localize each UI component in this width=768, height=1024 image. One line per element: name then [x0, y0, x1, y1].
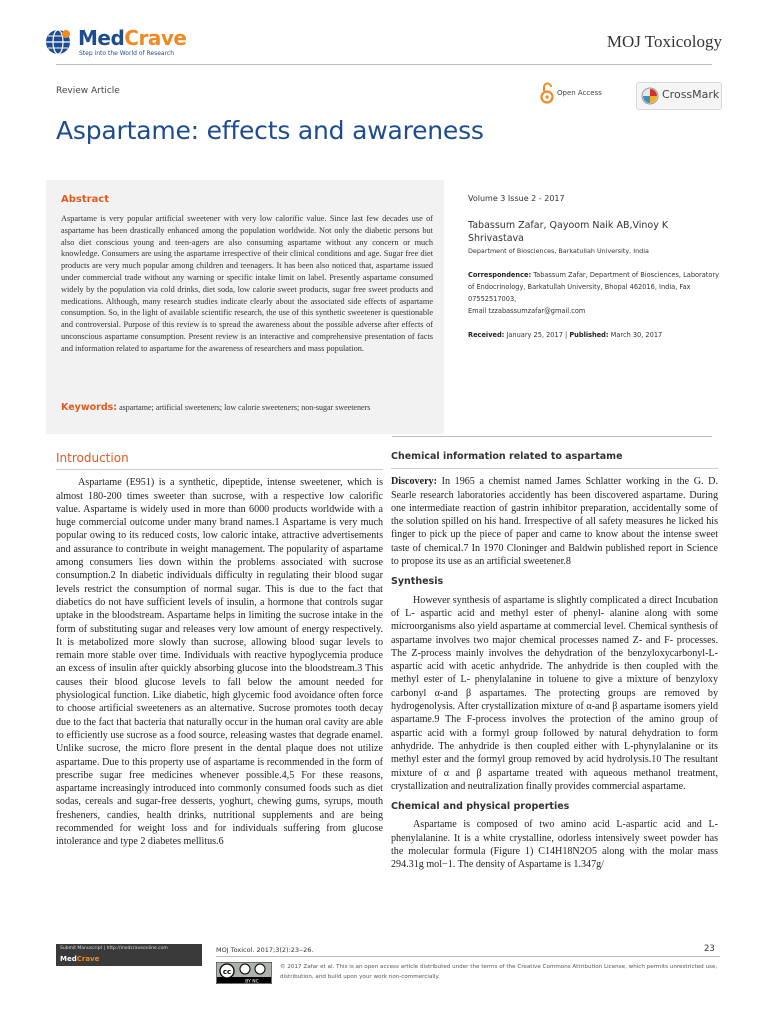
heading-underline: [391, 468, 718, 469]
brand-tagline: Step into the World of Research: [79, 50, 175, 57]
published-date: March 30, 2017: [610, 331, 663, 339]
footer-brand: [60, 955, 99, 963]
discovery-text: In 1965 a chemist named James Schlatter working in the G. D. Searle research laboratories accidently has been discovered aspartame. During one intermediate reaction of gastrin inhibitor preparation, accidentally some of the solution spilled on his hand. Irrespective of all safety measures he licked his finger to pick up the piece of paper and came to know about the intense sweet taste of chemical.7 In 1970 Cloninger and Baldwin published report in Science to propose its use as an artificial sweetener.8: [391, 476, 718, 568]
abstract-heading: Abstract: [61, 194, 110, 205]
submit-manuscript-banner[interactable]: [56, 944, 202, 966]
author-list: Tabassum Zafar, Qayoom Naik AB,Vinoy K Shrivastava: [468, 220, 669, 244]
correspondence-text: Tabassum Zafar, Department of Biosciences, Laboratory of Endocrinology, Barkatullah University, Bhopal 462016, India, Fax 07552517003,: [468, 271, 720, 303]
introduction-text: Aspartame (E951) is a synthetic, dipeptide, intense sweetener, which is almost 180-200 times sweeter than sucrose, with a respective low calorific value. Aspartame is widely used in more than 6000 products worldwide with a huge commercial outcome under many brand names.1 Aspartame is very much popular owing to its reduced costs, low caloric intake, attractive advertisements and assurance to contribute in weight management. The popularity of aspartame among consumers lies down within the problems associated with sucrose consumption.2 In diabetic individuals difficulty in regulating their blood sugar levels restrict the consumption of normal sugar. This is due to the fact that diabetics do not have sufficient levels of insulin, a hormone that controls sugar uptake in the bloodstream. Aspartame helps in limiting the sucrose intake in the form of substituting sugar and releases very low amount of energy respectively. It is metabolized more slowly than sucrose, allowing blood sugar levels to remain more stable over time. Individuals with reactive hypoglycemia produce an excess of insulin after quickly absorbing glucose into the bloodstream.3 This causes their blood glucose levels to fall below the amount needed for physiological function. Like diabetic, high glycemic food avoidance often force to choose artificial sweeteners as an alternative. Sucrose promotes tooth decay due to the fact that bacteria that naturally occur in the human oral cavity are able to efficiently use sucrose as a food source, releasing wastes that degrade enamel. Unlike sucrose, the micro flore present in the dental plaque does not utilize aspartame. Due to this property use of aspartame is recommended in the form of prescribe sugar free medicines whenever possible.4,5 For these reasons, aspartame increasingly introduced into commonly consumed foods such as diet sodas, cereals and sugar-free desserts, yoghurt, chewing gums, syrups, mouth fresheners, candies, health drinks, nutritional supplements and are being recommended for weight loss and for individuals suffering from glucose intolerance and type 2 diabetes mellitus.6: [56, 477, 383, 848]
synthesis-text: However synthesis of aspartame is slightly complicated a direct Incubation of L- aspartic acid and methyl ester of phenyl- alanine along with some microorganisms also yield aspartame at commercial level. Chemical synthesis of aspartame involves two major chemical processes named Z- and F- processes. The Z-process mainly involves the dehydration of the benzyloxycarbonyl-L-aspartic acid with acetic anhydride. The anhydride is then coupled with the methyl ester of L- phenylalanine in toluene to give a mixture of benzyloxy carbonyl α-and β aspartames. The protecting groups are removed by hydrogenolysis. After crystallization mixture of α-and β aspartame isomers yield aspartame.9 The F-process involves the protection of the amino group of aspartic acid with a formyl group followed by natural dehydration to form anhydride. The anhydride is then coupled either with L-phynylalanine or its methyl ester and the formyl group removed by acid hydrolysis.10 The resultant mixture of α and β aspartame treated with aqueous methanol treatment, crystallization and neutralization finally provides commercial aspartame.: [391, 594, 718, 792]
page-number: 23: [704, 944, 715, 954]
citation: MOJ Toxicol. 2017;3(2):23‒26.: [216, 946, 314, 954]
article-type: Review Article: [56, 86, 120, 96]
crossmark-label: CrossMark: [662, 88, 720, 101]
license-text: © 2017 Zafar et al. This is an open access article distributed under the terms of the Creative Commons Attribution License, which permits unrestricted use, distribution, and build upon your work non-commercially.: [280, 964, 718, 980]
physical-properties-heading: Chemical and physical properties: [391, 801, 570, 813]
published-label: Published:: [569, 331, 609, 339]
received-date: January 25, 2017: [506, 331, 563, 339]
submit-manuscript-link[interactable]: Submit Manuscript | http://medcraveonline.com: [60, 946, 168, 951]
brand-accent: Crave: [124, 26, 187, 50]
left-column: [56, 450, 383, 849]
received-label: Received:: [468, 331, 505, 339]
author-affiliation: Department of Biosciences, Barkatullah University, India: [468, 247, 649, 255]
article-title: Aspartame: effects and awareness: [56, 116, 484, 145]
brand-name: [78, 26, 186, 50]
correspondence-email[interactable]: Email tzzabassumzafar@gmail.com: [468, 307, 586, 315]
footer-brand-main: Med: [60, 955, 77, 963]
abstract-text: Aspartame is very popular artificial sweetener with very low calorific value. Since last few decades use of aspartame has been drastically enhanced among the population worldwide. Not only the diabetic persons but also diet conscious young and teen-agers are also consuming aspartame without any concern or much knowledge. Consumers are using the aspartame irrespective of their clinical conditions and age. Sugar free diet products are very much popular among children and teenagers. It has been also noticed that, aspartame issued under commercial trade without any warning or specific intake limit on label. Presently aspartame consumed widely by the population via cold drinks, diet soda, low calorie sweet products, sugar free sweet products and medications. Although, many research studies indicate clearly about the associated side effects of aspartame consumption. So, in the light of available scientific research, the use of this synthetic sweetener is questionable and controversial. Purpose of this review is to spread the awareness about the possible adverse after effects of unconscious aspartame consumption. Present review is an interactive and comprehensive presentation of facts and information related to aspartame for the awareness of researchers and mass population.: [61, 214, 433, 353]
footer-divider: [216, 956, 720, 957]
section-divider: [392, 436, 712, 437]
creative-commons-icon[interactable]: [216, 962, 272, 984]
keywords-text: aspartame; artificial sweeteners; low calorie sweeteners; non-sugar sweeteners: [119, 403, 371, 412]
journal-name: MOJ Toxicology: [606, 32, 722, 51]
brand-main: Med: [78, 26, 125, 50]
crossmark-button[interactable]: [636, 82, 722, 110]
page-header: [44, 26, 724, 58]
correspondence-label: Correspondence:: [468, 271, 532, 279]
introduction-heading: Introduction: [56, 451, 129, 465]
physical-properties-text: Aspartame is composed of two amino acid L-aspartic acid and L-phenylalanine. It is a white crystalline, odorless intensively sweet powder has the molecular formula (Figure 1) C14H18N2O5 along with the molar mass 294.31g mol−1. The density of Aspartame is 1.347g/: [391, 819, 718, 871]
article-info: [468, 194, 726, 339]
synthesis-heading: Synthesis: [391, 576, 444, 588]
article-dates: Received: January 25, 2017 | Published: March 30, 2017: [468, 331, 663, 339]
chemical-information-heading: Chemical information related to aspartame: [391, 451, 623, 462]
cc-badge-label: BY NC: [245, 979, 259, 984]
heading-underline: [56, 469, 383, 470]
open-access-label: Open Access: [557, 89, 602, 97]
keywords: [61, 403, 433, 413]
keywords-label: Keywords:: [61, 402, 118, 413]
correspondence: [468, 269, 726, 317]
right-column: [391, 450, 718, 872]
crossmark-icon: [641, 87, 659, 105]
footer-brand-accent: Crave: [76, 955, 100, 963]
discovery-label: Discovery:: [391, 476, 437, 488]
header-divider: [56, 64, 712, 65]
svg-text:cc: cc: [222, 968, 232, 976]
abstract-box: [46, 180, 444, 434]
open-access-lock-icon: [540, 82, 554, 104]
discovery-paragraph: [391, 475, 718, 568]
medcrave-globe-icon: [44, 28, 72, 56]
volume-issue: Volume 3 Issue 2 - 2017: [468, 194, 565, 203]
